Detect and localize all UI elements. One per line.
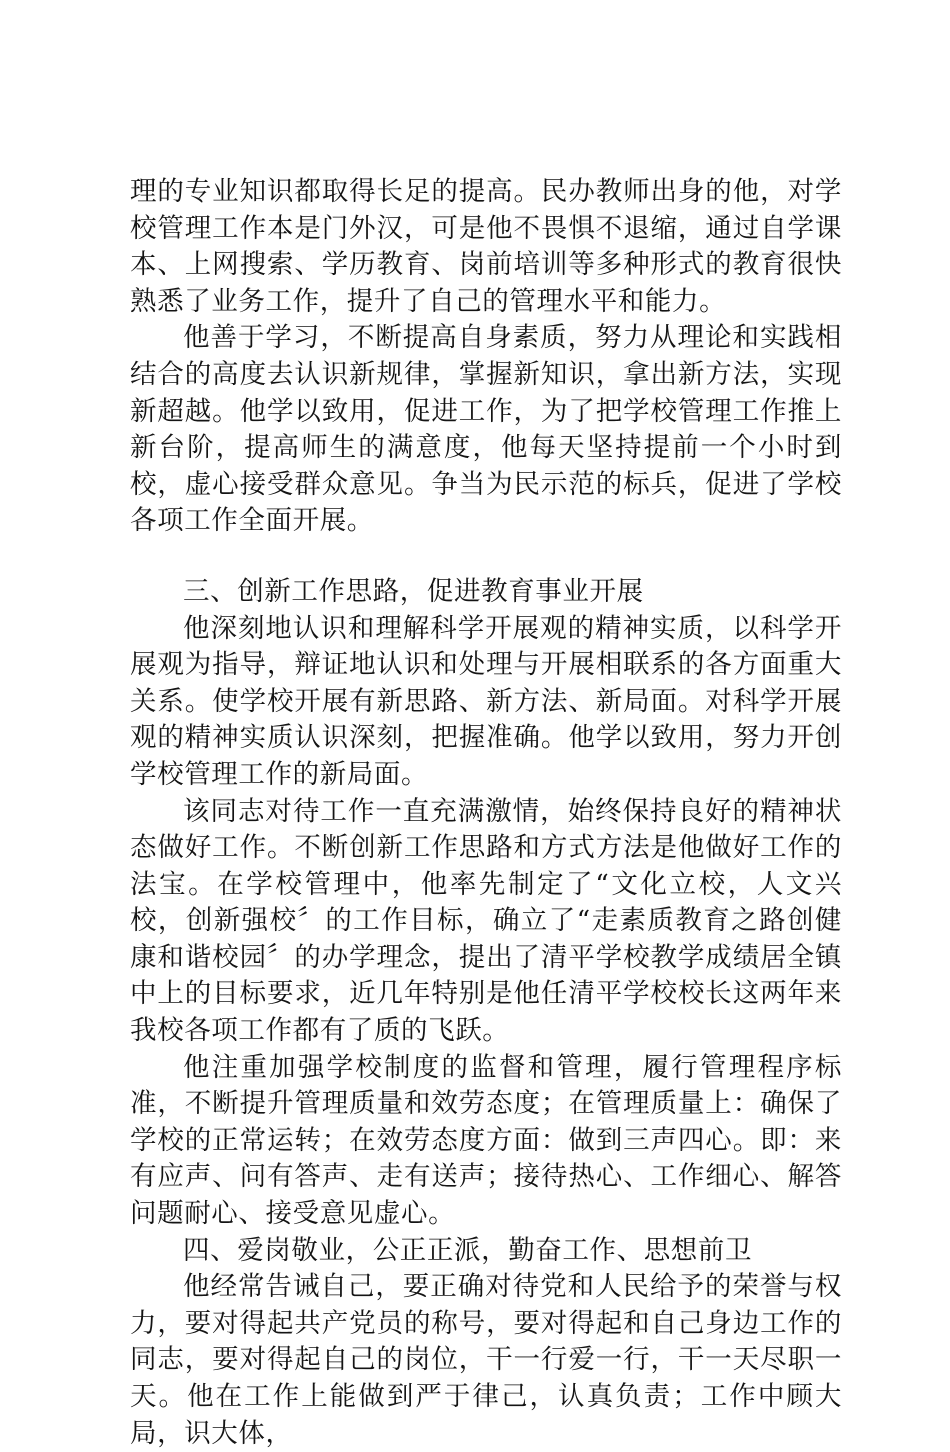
paragraph-continuation: 理的专业知识都取得长足的提高。民办教师出身的他，对学校管理工作本是门外汉，可是他不畏惧不退缩，通过自学课本、上网搜索、学历教育、岗前培训等多种形式的教育很快熟悉了业务工作，提升了自己的管理水平和能力。: [130, 176, 842, 317]
section-heading-3: 三、创新工作思路，促进教育事业开展: [183, 575, 644, 607]
section-heading-4: 四、爱岗敬业，公正正派，勤奋工作、思想前卫: [183, 1234, 753, 1266]
paragraph-management-system: 他注重加强学校制度的监督和管理，履行管理程序标准，不断提升管理质量和效劳态度；在管理质量上：确保了学校的正常运转；在效劳态度方面：做到三声四心。即：来有应声、问有答声、走有送声；接待热心、工作细心、解答问题耐心、接受意见虚心。: [130, 1051, 842, 1230]
paragraph-self-study: 他善于学习，不断提高自身素质，努力从理论和实践相结合的高度去认识新规律，掌握新知识，拿出新方法，实现新超越。他学以致用，促进工作，为了把学校管理工作推上新台阶，提高师生的满意度，他每天坚持提前一个小时到校，虚心接受群众意见。争当为民示范的标兵，促进了学校各项工作全面开展。: [130, 322, 842, 537]
document-body: [130, 174, 842, 1452]
paragraph-scientific-development: 他深刻地认识和理解科学开展观的精神实质，以科学开展观为指导，辩证地认识和处理与开展相联系的各方面重大关系。使学校开展有新思路、新方法、新局面。对科学开展观的精神实质认识深刻，把握准确。他学以致用，努力开创学校管理工作的新局面。: [130, 612, 842, 790]
section-gap: [130, 540, 842, 574]
paragraph-dedication: 他经常告诫自己，要正确对待党和人民给予的荣誉与权力，要对得起共产党员的称号，要对得起和自己身边工作的同志，要对得起自己的岗位，干一行爱一行，干一天尽职一天。他在工作上能做到严于律己，认真负责；工作中顾大局，识大体，: [130, 1271, 842, 1449]
paragraph-work-passion: 该同志对待工作一直充满激情，始终保持良好的精神状态做好工作。不断创新工作思路和方式方法是他做好工作的法宝。在学校管理中，他率先制定了“文化立校，人文兴校，创新强校〞的工作目标，确立了“走素质教育之路创健康和谐校园〞的办学理念，提出了清平学校教学成绩居全镇中上的目标要求，近几年特别是他任清平学校校长这两年来我校各项工作都有了质的飞跃。: [130, 795, 842, 1047]
